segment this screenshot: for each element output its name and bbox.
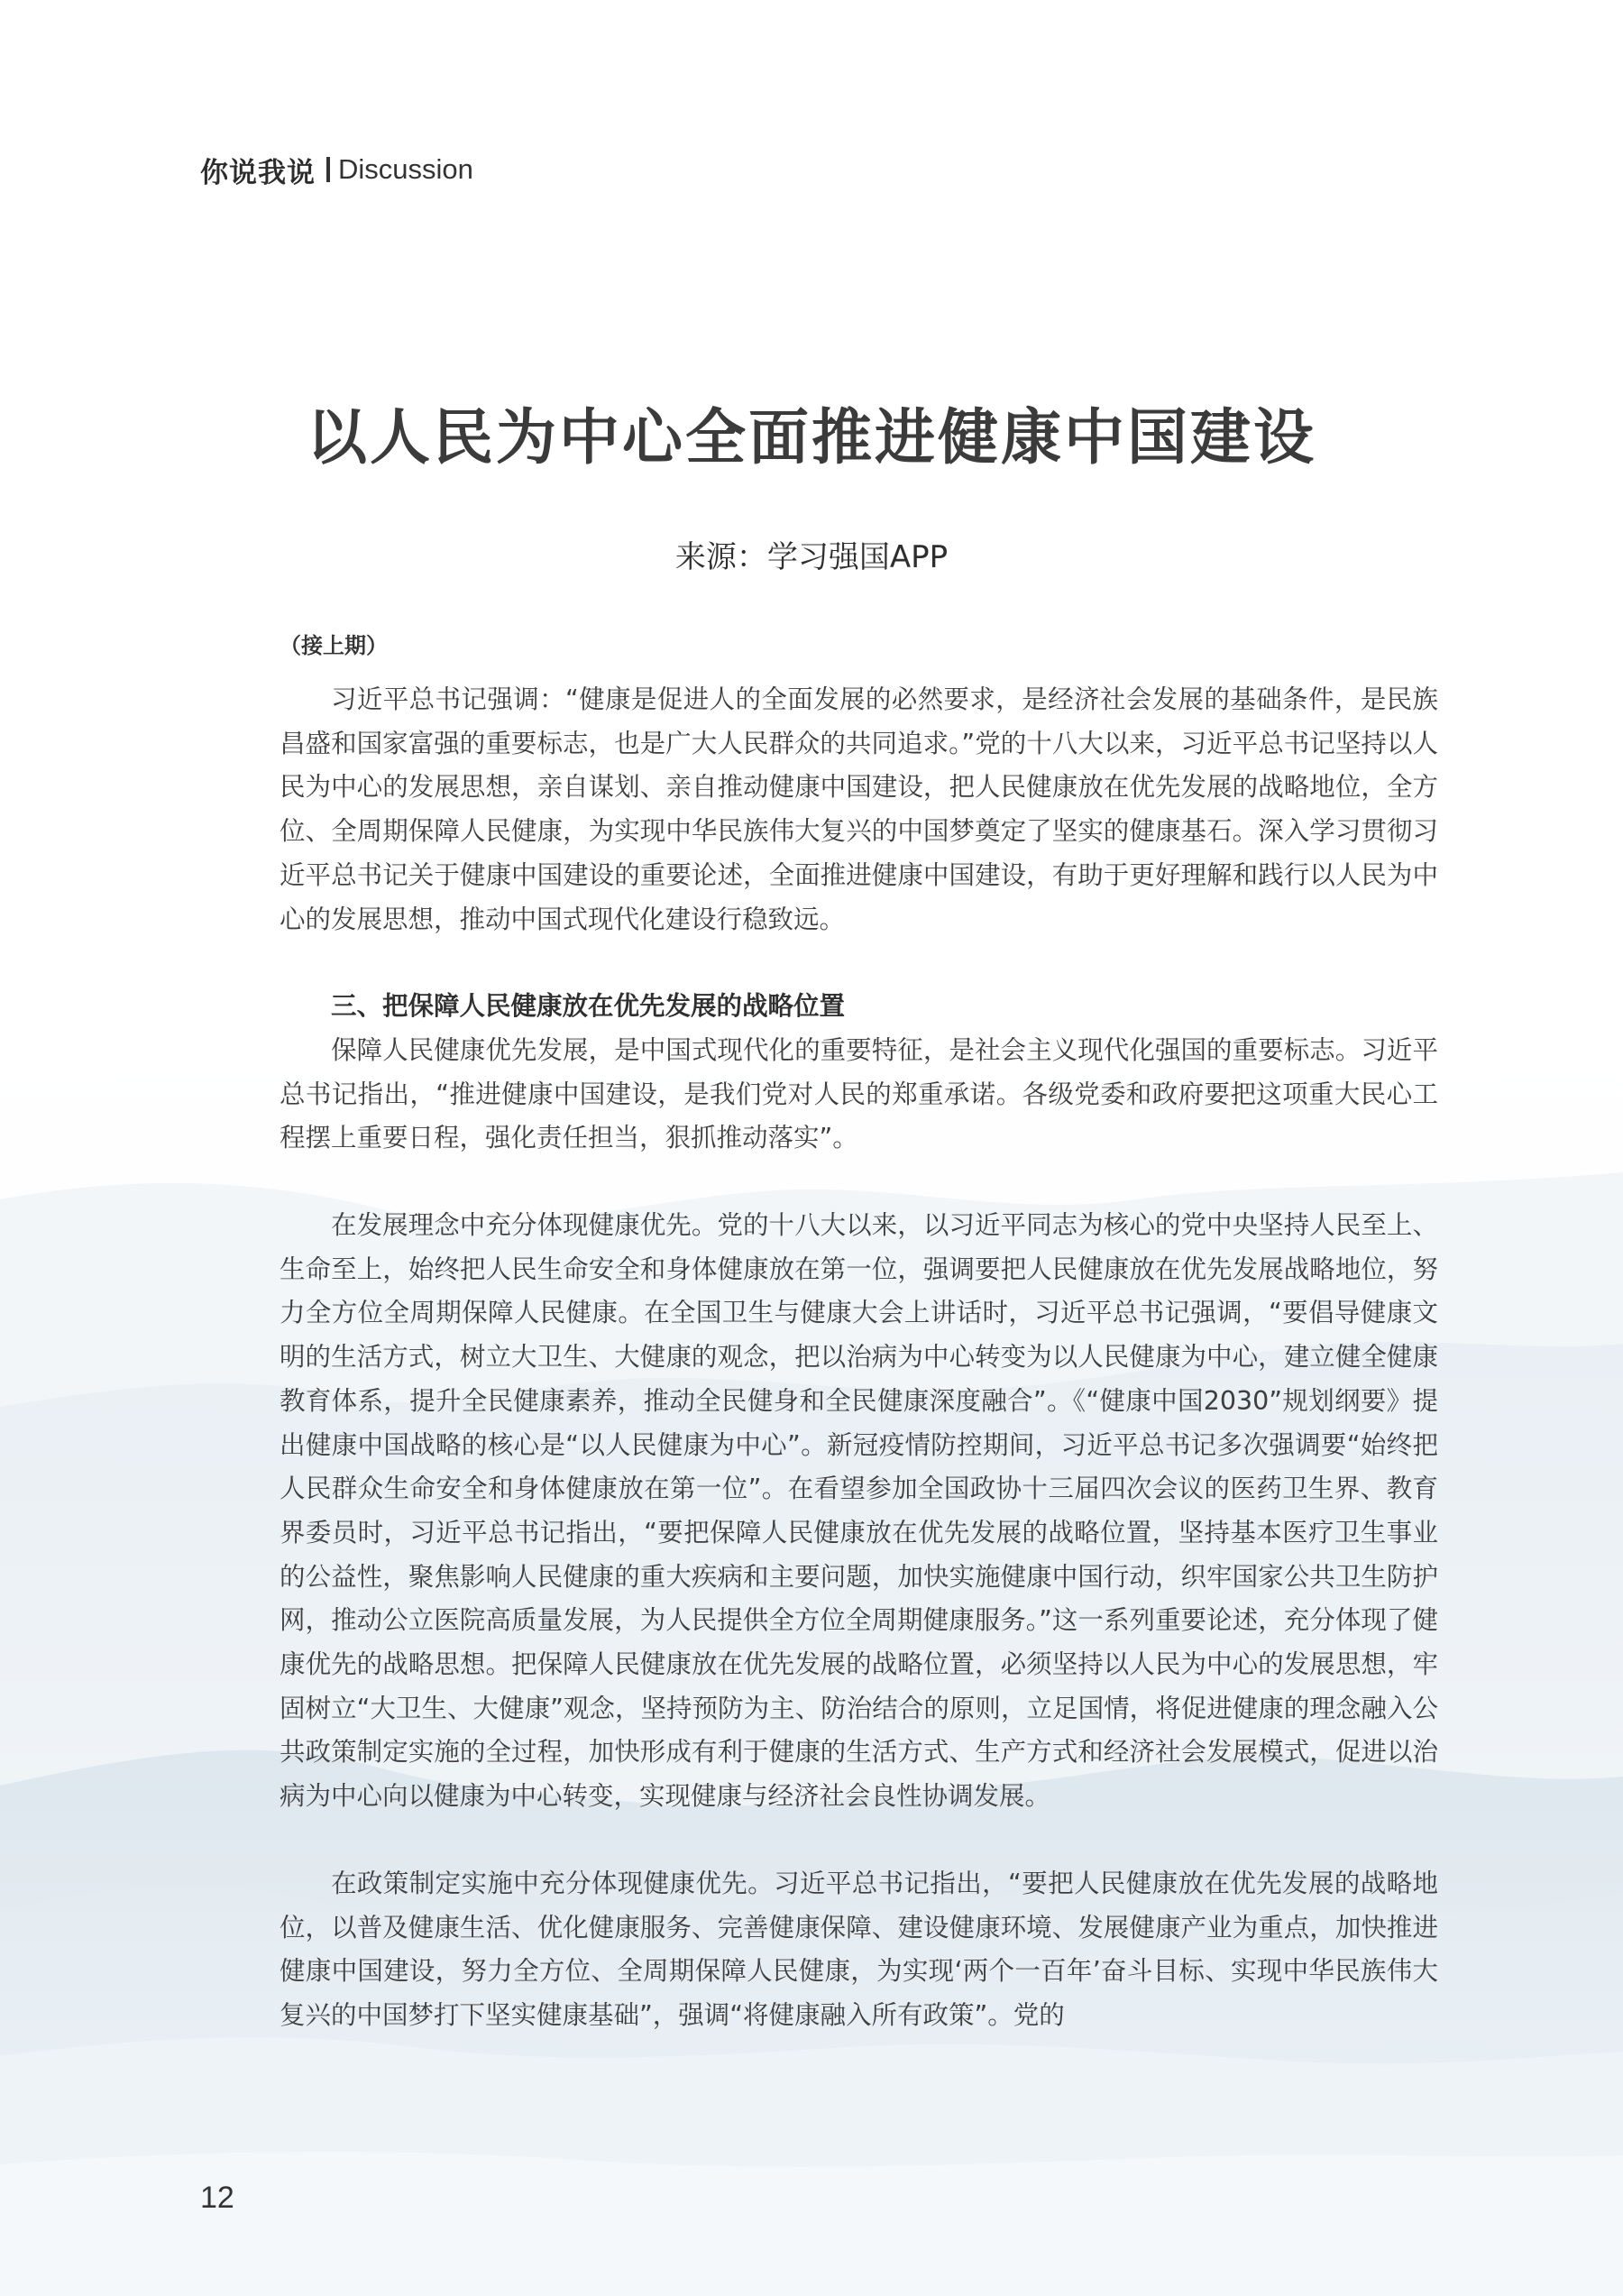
section-title-en: Discussion [338,153,473,185]
paragraph-development-concept: 在发展理念中充分体现健康优先。党的十八大以来，以习近平同志为核心的党中央坚持人民至上、生命至上，始终把人民生命安全和身体健康放在第一位，强调要把人民健康放在优先发展战略地位，努力全方位全周期保障人民健康。在全国卫生与健康大会上讲话时，习近平总书记强调，“要倡导健康文明的生活方式，树立大卫生、大健康的观念，把以治病为中心转变为以人民健康为中心，建立健全健康教育体系，提升全民健康素养，推动全民健身和全民健康深度融合”。《“健康中国2030”规划纲要》提出健康中国战略的核心是“以人民健康为中心”。新冠疫情防控期间，习近平总书记多次强调要“始终把人民群众生命安全和身体健康放在第一位”。在看望参加全国政协十三届四次会议的医药卫生界、教育界委员时，习近平总书记指出，“要把保障人民健康放在优先发展的战略位置，坚持基本医疗卫生事业的公益性，聚焦影响人民健康的重大疾病和主要问题，加快实施健康中国行动，织牢国家公共卫生防护网，推动公立医院高质量发展，为人民提供全方位全周期健康服务。”这一系列重要论述，充分体现了健康优先的战略思想。把保障人民健康放在优先发展的战略位置，必须坚持以人民为中心的发展思想，牢固树立“大卫生、大健康”观念，坚持预防为主、防治结合的原则，立足国情，将促进健康的理念融入公共政策制定实施的全过程，加快形成有利于健康的生活方式、生产方式和经济社会发展模式，促进以治病为中心向以健康为中心转变，实现健康与经济社会良性协调发展。 [280,1210,1438,1812]
paragraph-section-lead: 保障人民健康优先发展，是中国式现代化的重要特征，是社会主义现代化强国的重要标志。习近平总书记指出，“推进健康中国建设，是我们党对人民的郑重承诺。各级党委和政府要把这项重大民心工程摆上重要日程，强化责任担当，狠抓推动落实”。 [280,1034,1438,1153]
article-body [280,629,1438,2038]
paragraph-policy-making: 在政策制定实施中充分体现健康优先。习近平总书记指出，“要把人民健康放在优先发展的战略地位，以普及健康生活、优化健康服务、完善健康保障、建设健康环境、发展健康产业为重点，加快推进健康中国建设，努力全方位、全周期保障人民健康，为实现‘两个一百年’奋斗目标、实现中华民族伟大复兴的中国梦打下坚实健康基础”，强调“将健康融入所有政策”。党的 [280,1868,1438,2030]
continued-note: （接上期） [280,633,388,658]
paragraph-gap [280,1819,1438,1862]
article-source: 来源：学习强国APP [674,539,949,575]
page-number: 12 [200,2181,234,2215]
header-divider [326,157,330,182]
section-subheading: 三、把保障人民健康放在优先发展的战略位置 [331,991,846,1022]
paragraph-intro: 习近平总书记强调：“健康是促进人的全面发展的必然要求，是经济社会发展的基础条件，是民族昌盛和国家富强的重要标志，也是广大人民群众的共同追求。”党的十八大以来，习近平总书记坚持以人民为中心的发展思想，亲自谋划、亲自推动健康中国建设，把人民健康放在优先发展的战略地位，全方位、全周期保障人民健康，为实现中华民族伟大复兴的中国梦奠定了坚实的健康基石。深入学习贯彻习近平总书记关于健康中国建设的重要论述，全面推进健康中国建设，有助于更好理解和践行以人民为中心的发展思想，推动中国式现代化建设行稳致远。 [280,684,1438,934]
section-title-cn: 你说我说 [200,156,316,189]
paragraph-gap [280,941,1438,985]
section-header [200,150,473,189]
article-title: 以人民为中心全面推进健康中国建设 [307,402,1316,473]
paragraph-gap [280,1161,1438,1204]
